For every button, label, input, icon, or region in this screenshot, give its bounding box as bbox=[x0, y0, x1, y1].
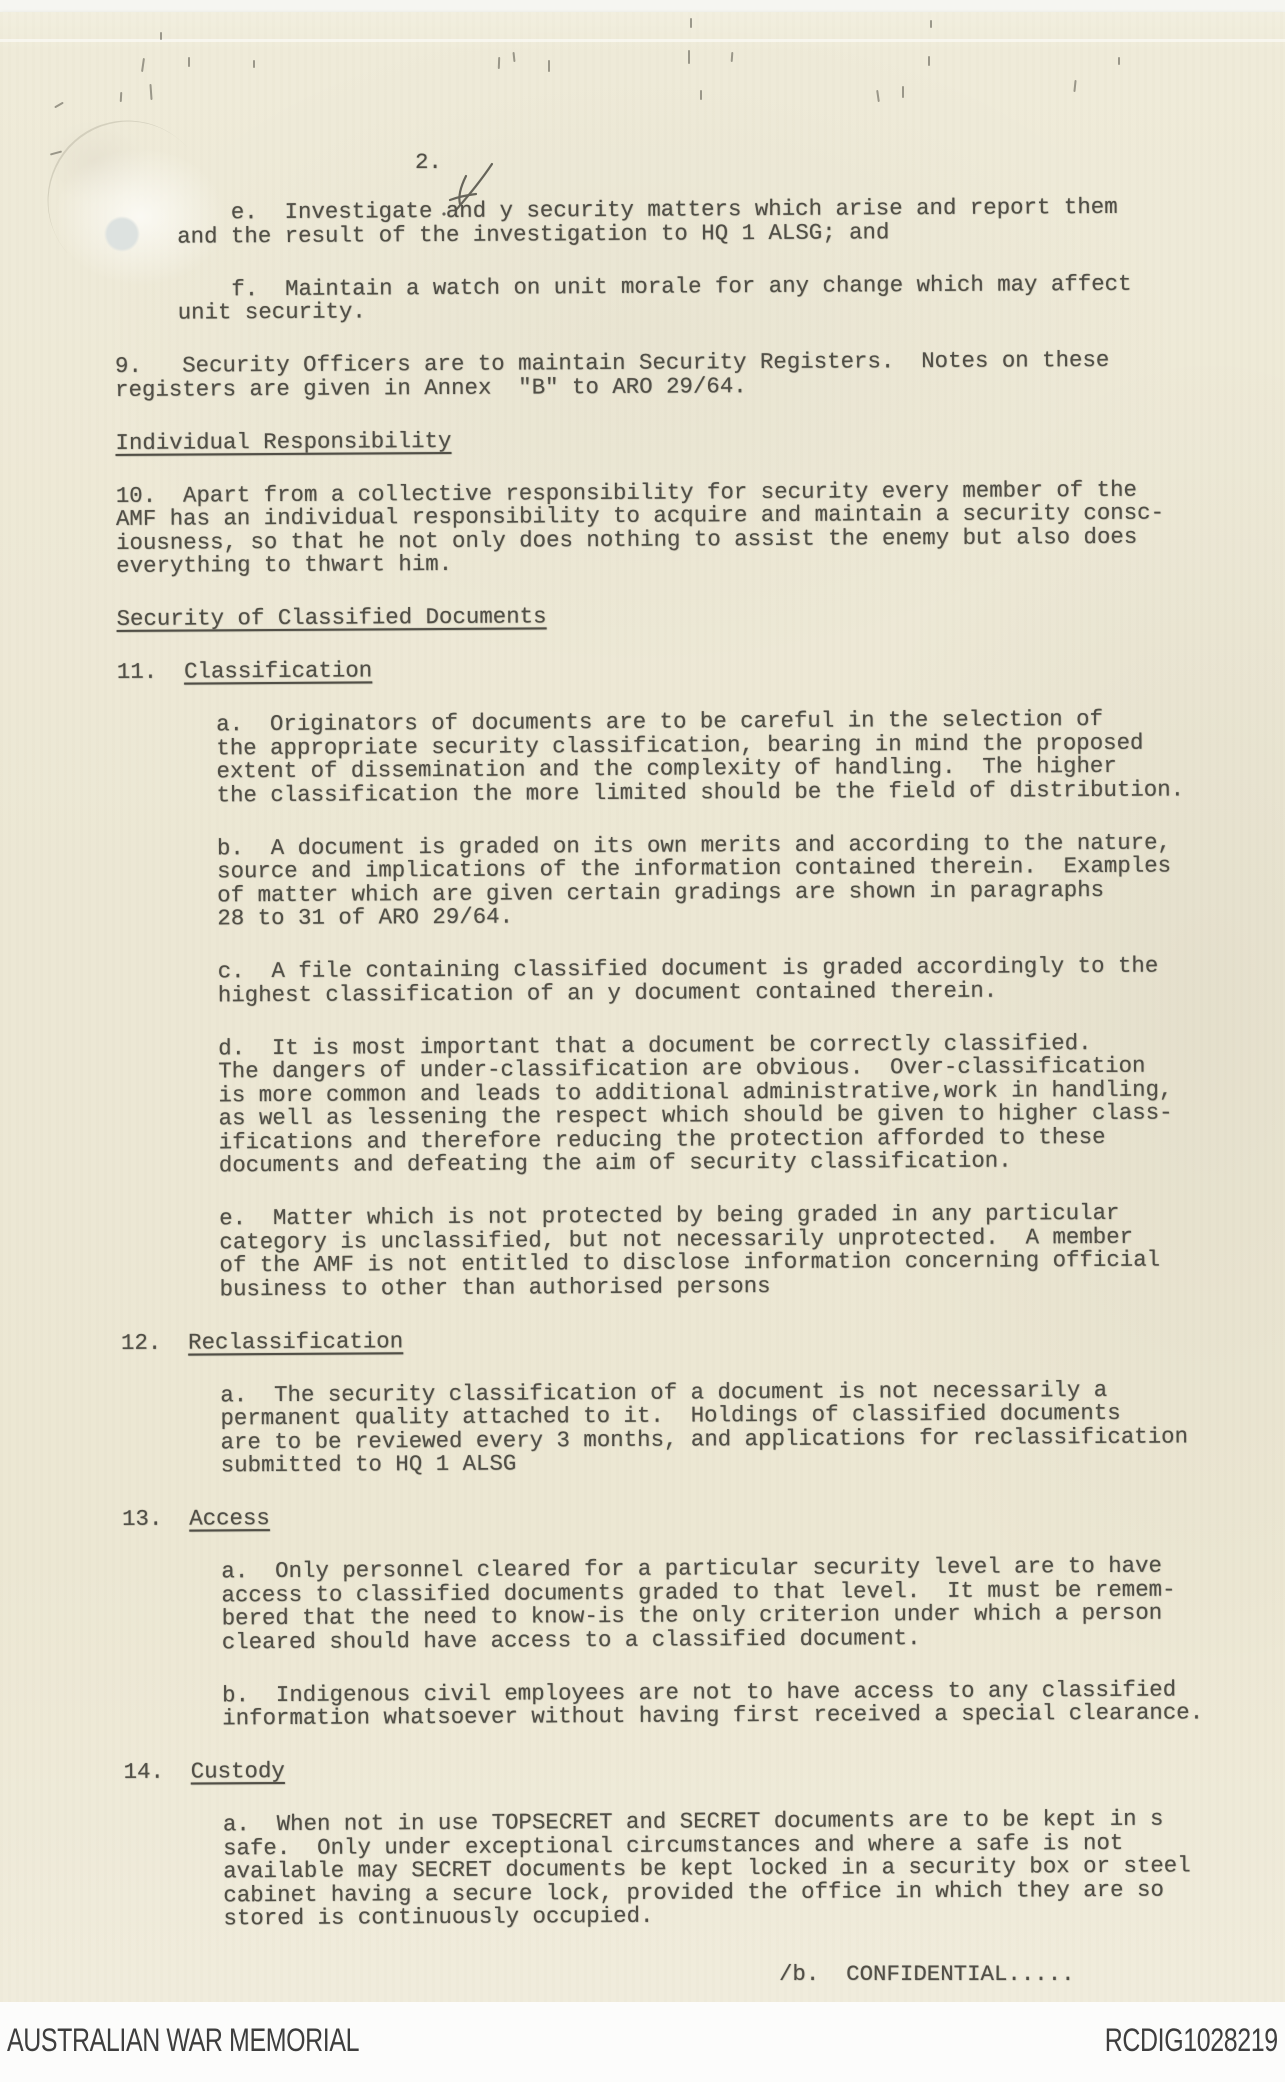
typed-line: permanent quality attached to it. Holdings of classified documents bbox=[220, 1399, 1121, 1432]
typed-line: 13. Access bbox=[121, 1505, 270, 1532]
typed-line: stored is continuously occupied. bbox=[223, 1902, 654, 1932]
typed-line: business to other than authorised persons bbox=[219, 1272, 771, 1302]
paragraph-number: 12. bbox=[120, 1329, 162, 1356]
typed-line: the classification the more limited should be the field of distribution. bbox=[216, 775, 1185, 808]
typed-line: a. The security classification of a document is not necessarily a bbox=[220, 1376, 1108, 1408]
typed-line: c. A file containing classified document is graded accordingly to the bbox=[217, 952, 1159, 985]
list-item-13a bbox=[221, 1554, 1202, 1654]
paragraph-10 bbox=[116, 478, 1196, 579]
typed-line: Individual Responsibility bbox=[115, 427, 452, 456]
archive-footer-bar bbox=[0, 2002, 1285, 2082]
typed-line: Security of Classified Documents bbox=[116, 603, 547, 632]
paragraph-number: 14. bbox=[123, 1758, 164, 1785]
paper-sheet bbox=[0, 12, 1285, 2002]
typed-line: documents and defeating the aim of security classification. bbox=[218, 1147, 1012, 1179]
heading-access bbox=[122, 1501, 1202, 1531]
typed-line: source and implications of the information contained therein. Examples bbox=[217, 852, 1172, 885]
typed-line: cabinet having a secure lock, provided the office in which they are so bbox=[223, 1876, 1164, 1908]
typed-line: unit security. bbox=[177, 298, 366, 326]
list-item-11c bbox=[218, 954, 1199, 1007]
typed-line: access to classified documents graded to that level. It must be remem- bbox=[221, 1576, 1176, 1608]
typed-line: d. It is most important that a document be correctly classified. bbox=[218, 1029, 1092, 1061]
paragraph-9 bbox=[115, 348, 1195, 402]
typed-line: and the result of the investigation to HQ 1 ALSG; and bbox=[177, 218, 890, 250]
document-body bbox=[114, 195, 1204, 1931]
paragraph-number: 11. bbox=[116, 658, 158, 685]
typed-line: safe. Only under exceptional circumstances and where a safe is not bbox=[222, 1829, 1124, 1861]
list-item-12a bbox=[220, 1378, 1201, 1478]
heading-security-of-classified-documents bbox=[116, 601, 1196, 631]
typed-line: f. Maintain a watch on unit morale for any change which may affect bbox=[177, 270, 1132, 303]
typed-line: submitted to HQ 1 ALSG bbox=[220, 1450, 517, 1479]
list-item-11b bbox=[217, 831, 1198, 931]
typed-line: The dangers of under-classification are obvious. Over-classification bbox=[218, 1052, 1146, 1085]
typed-line: 11. Classification bbox=[116, 657, 373, 685]
typed-line: available may SECRET documents be kept locked in a security box or steel bbox=[223, 1852, 1191, 1885]
list-item-11a bbox=[216, 707, 1197, 807]
typed-line: the appropriate security classification, bearing in mind the proposed bbox=[216, 729, 1144, 761]
typed-line: registers are given in Annex "B" to ARO 29/64. bbox=[115, 372, 747, 403]
list-item-14a bbox=[223, 1807, 1205, 1930]
list-item-f bbox=[177, 272, 1194, 325]
typed-line: highest classification of an y document contained therein. bbox=[217, 977, 998, 1008]
typed-line: ifications and therefore reducing the protection afforded to these bbox=[218, 1123, 1106, 1155]
typed-line: of the AMF is not entitled to disclose information concerning official bbox=[219, 1246, 1161, 1279]
typed-line: b. A document is graded on its own merits and according to the nature, bbox=[216, 829, 1172, 861]
typed-line: of matter which are given certain gradings are shown in paragraphs bbox=[217, 876, 1105, 908]
paper-crease bbox=[0, 39, 1285, 42]
list-item-11d bbox=[218, 1031, 1200, 1178]
typed-line: extent of dissemination and the complexity of handling. The higher bbox=[216, 752, 1117, 785]
typed-line: a. Only personnel cleared for a particular security level are to have bbox=[221, 1552, 1162, 1585]
typed-line: 12. Reclassification bbox=[120, 1327, 404, 1356]
typed-line: AMF has an individual responsibility to acquire and maintain a security consc- bbox=[115, 499, 1165, 532]
typed-line: 14. Custody bbox=[123, 1757, 285, 1785]
typed-line: 28 to 31 of ARO 29/64. bbox=[217, 903, 514, 932]
typed-line: a. Originators of documents are to be careful in the selection of bbox=[216, 705, 1104, 738]
typed-line: 10. Apart from a collective responsibility for security every member of the bbox=[115, 476, 1138, 509]
continuation-note: /b. CONFIDENTIAL..... bbox=[779, 1961, 1075, 1987]
archive-name: AUSTRALIAN WAR MEMORIAL bbox=[7, 2022, 360, 2058]
typed-line: e. Investigate and y security matters which arise and report them bbox=[176, 193, 1118, 226]
typed-line: b. Indigenous civil employees are not to have access to any classified bbox=[222, 1676, 1177, 1708]
typed-line: cleared should have access to a classified document. bbox=[221, 1624, 921, 1655]
list-item-13b bbox=[222, 1678, 1203, 1731]
typed-line: a. When not in use TOPSECRET and SECRET documents are to be kept in s bbox=[222, 1805, 1164, 1838]
typed-line: e. Matter which is not protected by being graded in any particular bbox=[219, 1199, 1120, 1232]
typed-line: bered that the need to know-is the only criterion under which a person bbox=[221, 1599, 1163, 1632]
typed-line: as well as lessening the respect which should be given to higher class- bbox=[218, 1099, 1173, 1132]
typed-line: information whatsoever without having first received a special clearance. bbox=[222, 1699, 1204, 1732]
typed-line: everything to thwart him. bbox=[116, 550, 453, 579]
typed-line: are to be reviewed every 3 months, and applications for reclassification bbox=[220, 1422, 1189, 1455]
typed-line: iousness, so that he not only does nothing to assist the enemy but also does bbox=[116, 523, 1138, 556]
typed-line: category is unclassified, but not necessarily unprotected. A member bbox=[219, 1223, 1134, 1255]
heading-individual-responsibility bbox=[115, 425, 1195, 455]
page-number: 2. bbox=[415, 149, 442, 175]
archive-reference-id: RCDIG1028219 bbox=[1105, 2022, 1278, 2058]
heading-reclassification bbox=[121, 1325, 1201, 1355]
list-item-11e bbox=[219, 1201, 1200, 1301]
heading-classification bbox=[117, 654, 1197, 684]
paragraph-number: 13. bbox=[121, 1505, 163, 1532]
typed-line: 9. Security Officers are to maintain Security Registers. Notes on these bbox=[114, 346, 1110, 379]
heading-custody bbox=[124, 1754, 1204, 1784]
typed-line: is more common and leads to additional administrative,work in handling, bbox=[218, 1076, 1173, 1108]
list-item-e bbox=[177, 195, 1194, 248]
